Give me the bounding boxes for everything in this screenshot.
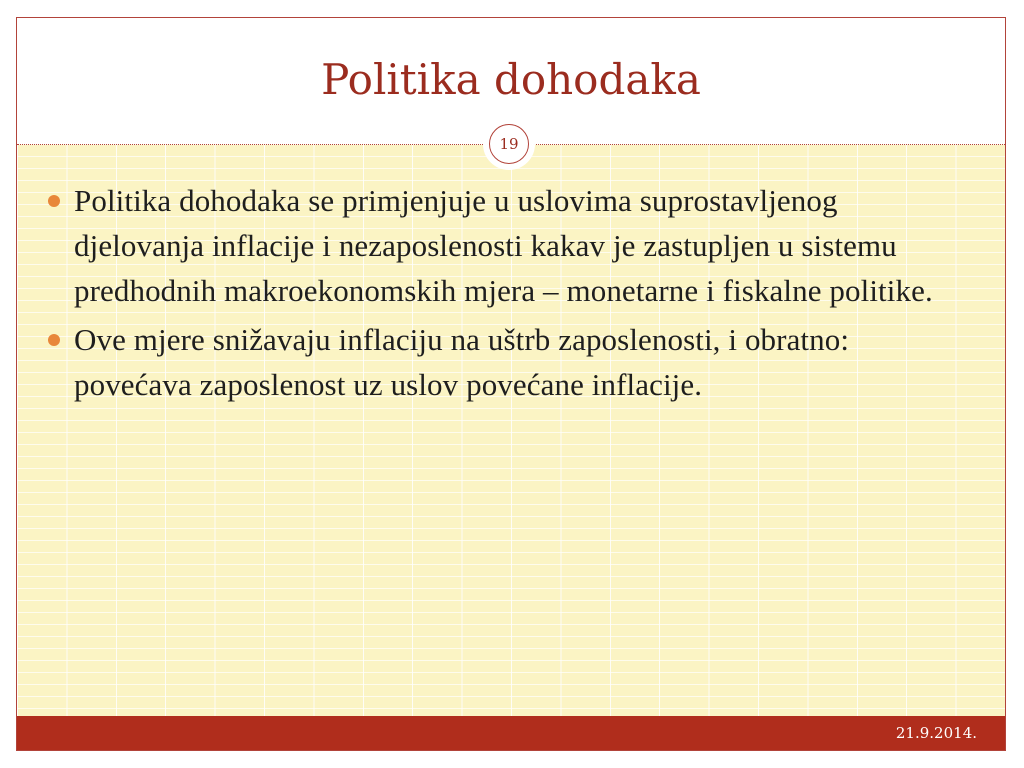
bullet-item bbox=[48, 317, 968, 407]
slide-number: 19 bbox=[489, 124, 529, 164]
footer-bar bbox=[17, 716, 1005, 750]
bullet-list bbox=[48, 178, 968, 411]
slide-number-badge bbox=[483, 118, 535, 170]
bullet-text: Ove mjere snižavaju inflaciju na uštrb zaposlenosti, i obratno: povećava zaposlenost uz uslov povećane inflacije. bbox=[74, 322, 850, 402]
slide-title: Politika dohodaka bbox=[321, 55, 701, 104]
bullet-dot-icon bbox=[48, 334, 60, 346]
bullet-item bbox=[48, 178, 968, 313]
bullet-dot-icon bbox=[48, 195, 60, 207]
bullet-text: Politika dohodaka se primjenjuje u uslovima suprostavljenog djelovanja inflacije i nezaposlenosti kakav je zastupljen u sistemu predhodnih makroekonomskih mjera – monetarne i fiskalne politike. bbox=[74, 183, 933, 308]
footer-date: 21.9.2014. bbox=[895, 724, 977, 742]
